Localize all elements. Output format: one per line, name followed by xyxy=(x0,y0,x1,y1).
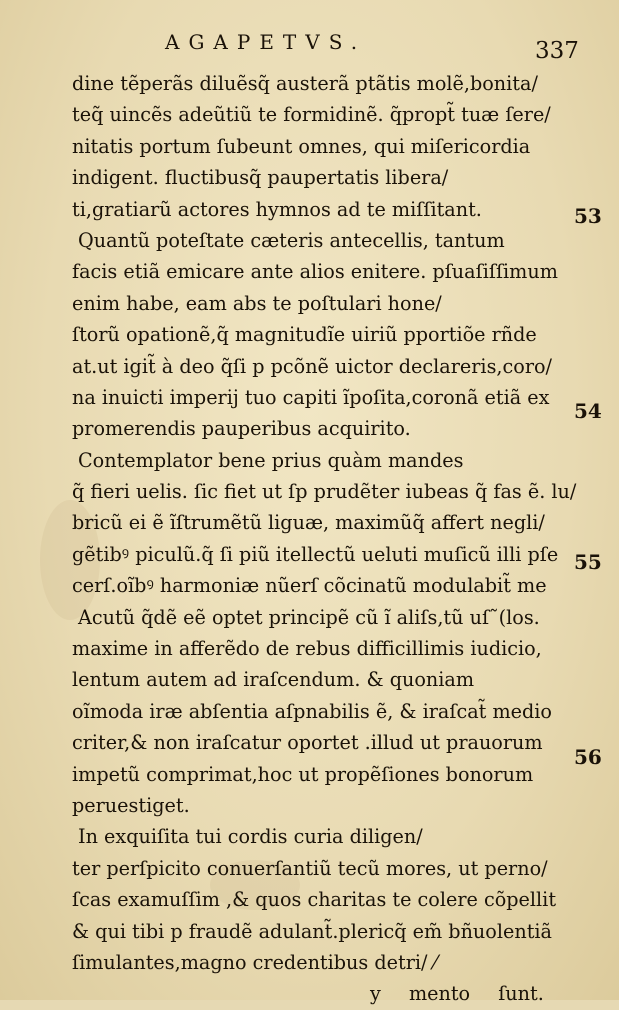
text-line: ſtorũ opationẽ,q̃ magnitudĩe uiriũ pportiõe rñde xyxy=(72,323,537,347)
text-line: nitatis portum ſubeunt omnes, qui miſericordia xyxy=(72,134,531,158)
text-line: lentum autem ad iraſcendum. & quoniam xyxy=(72,668,475,692)
text-line: facis etiã emicare ante alios enitere. pſuaſiſſimum xyxy=(72,260,558,284)
text-line: gẽtibꝰ piculũ.q̃ ſi piũ itellectũ ueluti muſicũ illi pſe xyxy=(72,542,559,566)
text-line: Acutũ q̃dẽ eẽ optet principẽ cũ ĩ aliſs,tũ uſ˜(los. xyxy=(78,605,540,629)
text-line: ſcas examuſſim ,& quos charitas te colere cõpellit xyxy=(72,888,557,912)
running-head: AGAPETVS. xyxy=(165,30,367,54)
text-line: cerſ.oĩbꝰ harmoniæ nũerſ cõcinatũ modulabit̃ me xyxy=(72,574,547,598)
text-line: ti,gratiarũ actores hymnos ad te miſſitant. xyxy=(72,197,482,221)
text-line: bricũ ei ẽ ĩſtrumẽtũ liguæ, maximũq̃ affert negli/ xyxy=(72,511,545,535)
marginal-number: 56 xyxy=(574,745,602,769)
catchword-line: y mento ſunt. xyxy=(370,982,544,1006)
text-line: at.ut igit̃ à deo q̃ſi p pcõnẽ uictor declareris,coro/ xyxy=(72,354,553,378)
page-number: 337 xyxy=(535,38,579,64)
text-line: impetũ comprimat,hoc ut propẽſiones bonorum xyxy=(72,762,534,786)
marginal-number: 55 xyxy=(574,550,602,574)
text-line: Quantũ poteſtate cæteris antecellis, tantum xyxy=(78,228,505,252)
text-line: peruestiget. xyxy=(72,793,190,817)
text-line: Contemplator bene prius quàm mandes xyxy=(78,448,464,472)
text-line: ſimulantes,magno credentibus detri/ ⁄ xyxy=(72,950,437,974)
text-line: q̃ fieri uelis. ſic fiet ut ſp prudẽter iubeas q̃ fas ẽ. lu/ xyxy=(72,480,577,504)
text-line: dine tẽperãs diluẽsq̃ austerã ptãtis molẽ,bonita/ xyxy=(72,72,538,95)
text-line: & qui tibi p fraudẽ adulant̃.plericq̃ em̃ bñuolentiã xyxy=(72,919,552,943)
marginal-number: 53 xyxy=(574,204,602,228)
text-line: na inuicti imperij tuo capiti ĩpoſita,coronã etiã ex xyxy=(72,385,550,409)
text-line: teq̃ uincẽs adeũtiũ te formidinẽ. q̃propt̃ tuæ ſere/ xyxy=(72,103,551,127)
text-line: criter,& non iraſcatur oportet .illud ut prauorum xyxy=(72,731,543,755)
text-line: In exquiſita tui cordis curia diligen/ xyxy=(78,825,423,849)
text-line: oĩmoda iræ abſentia aſpnabilis ẽ, & iraſcat̃ medio xyxy=(72,699,552,723)
text-line: ter perſpicito conuerſantiũ tecũ mores, ut perno/ xyxy=(72,856,548,880)
text-line: promerendis pauperibus acquirito. xyxy=(72,417,411,441)
text-line: enim habe, eam abs te poſtulari hone/ xyxy=(72,291,442,315)
marginal-number: 54 xyxy=(574,399,602,423)
text-block xyxy=(72,68,577,1010)
text-line: maxime in afferẽdo de rebus difficillimis iudicio, xyxy=(72,637,542,661)
text-line: indigent. fluctibusq̃ paupertatis libera/ xyxy=(72,166,449,190)
